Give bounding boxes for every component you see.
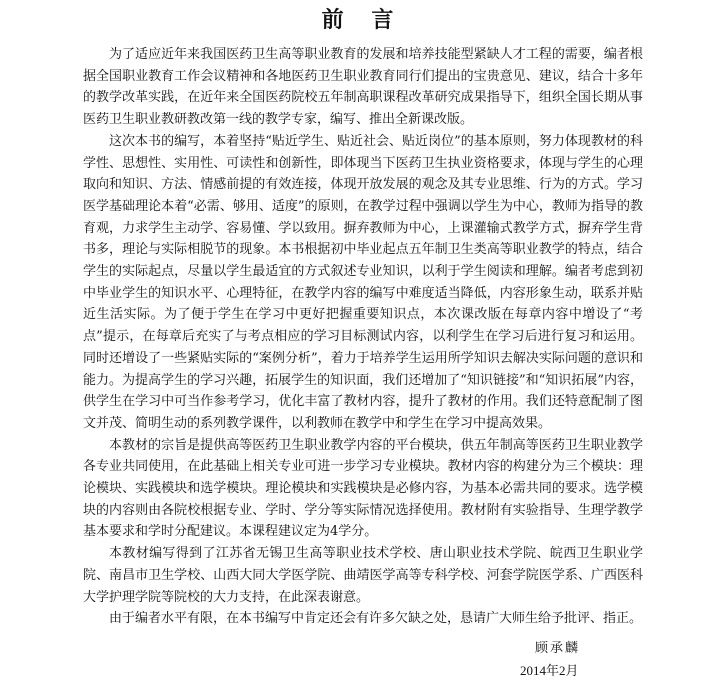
signature-date: 2014年2月: [520, 663, 579, 678]
paragraph-acknowledgements: 本教材编写得到了江苏省无锡卫生高等职业技术学校、唐山职业技术学院、皖西卫生职业学院、南昌市卫生学校、山西大同大学医学院、曲靖医学高等专科学校、河套学院医学系、广西医科大学护理学院等院校的大力支持，在此深表谢意。: [83, 546, 643, 605]
paragraph-closing: 由于编者水平有限，在本书编写中肯定还会有许多欠缺之处，恳请广大师生给予批评、指正。: [109, 611, 643, 627]
page-title: 前 言: [321, 7, 404, 33]
paragraph-purpose: 为了适应近年来我国医药卫生高等职业教育的发展和培养技能型紧缺人才工程的需要，编者根据全国职业教育工作会议精神和各地医药卫生职业教育同行们提出的宝贵意见、建议，结合十多年的教学改革实践，在近年来全国医药院校五年制高职课程改革研究成果指导下，组织全国长期从事医药卫生职业教研教改第一线的教学专家，编写、推出全新课改版。: [83, 47, 643, 128]
preface-body: [83, 44, 643, 630]
paragraph-structure: 本教材的宗旨是提供高等医药卫生职业教学内容的平台模块，供五年制高等医药卫生职业教学各专业共同使用，在此基础上相关专业可进一步学习专业模块。教材内容的构建分为三个模块：理论模块、实践模块和选学模块。理论模块和实践模块是必修内容，为基本必需共同的要求。选学模块的内容则由各院校根据专业、学时、学分等实际情况选择使用。教材附有实验指导、生理学教学基本要求和学时分配建议。本课程建议定为4学分。: [83, 437, 643, 540]
author-signature: 顾承麟: [535, 641, 581, 656]
paragraph-principles: 这次本书的编写，本着坚持“贴近学生、贴近社会、贴近岗位”的基本原则，努力体现教材的科学性、思想性、实用性、可读性和创新性，即体现当下医药卫生执业资格要求，体现与学生的心理取向和知识、方法、情感前提的有效连接，体现开放发展的观念及其专业思维、行为的方式。学习医学基础理论本着“必需、够用、适度”的原则，在教学过程中强调以学生为中心，教师为指导的教育观，力求学生主动学、容易懂、学以致用。摒弃教师为中心，上课灌输式教学方式，摒弃学生背书多，理论与实际相脱节的现象。本书根据初中毕业起点五年制卫生类高等职业教学的特点，结合学生的实际起点，尽量以学生最适宜的方式叙述专业知识，以利于学生阅读和理解。编者考虑到初中毕业学生的知识水平、心理特征，在教学内容的编写中难度适当降低，内容形象生动，联系并贴近生活实际。为了便于学生在学习中更好把握重要知识点，本次课改版在每章内容中增设了“考点”提示，在每章后充实了与考点相应的学习目标测试内容，以利学生在学习后进行复习和运用。同时还增设了一些紧贴实际的“案例分析”，着力于培养学生运用所学知识去解决实际问题的意识和能力。为提高学生的学习兴趣，拓展学生的知识面，我们还增加了“知识链接”和“知识拓展”内容，供学生在学习中可当作参考学习，优化丰富了教材内容，提升了教材的作用。我们还特意配制了图文并茂、简明生动的系列教学课件，以利教师在教学中和学生在学习中提高效果。: [83, 133, 643, 431]
